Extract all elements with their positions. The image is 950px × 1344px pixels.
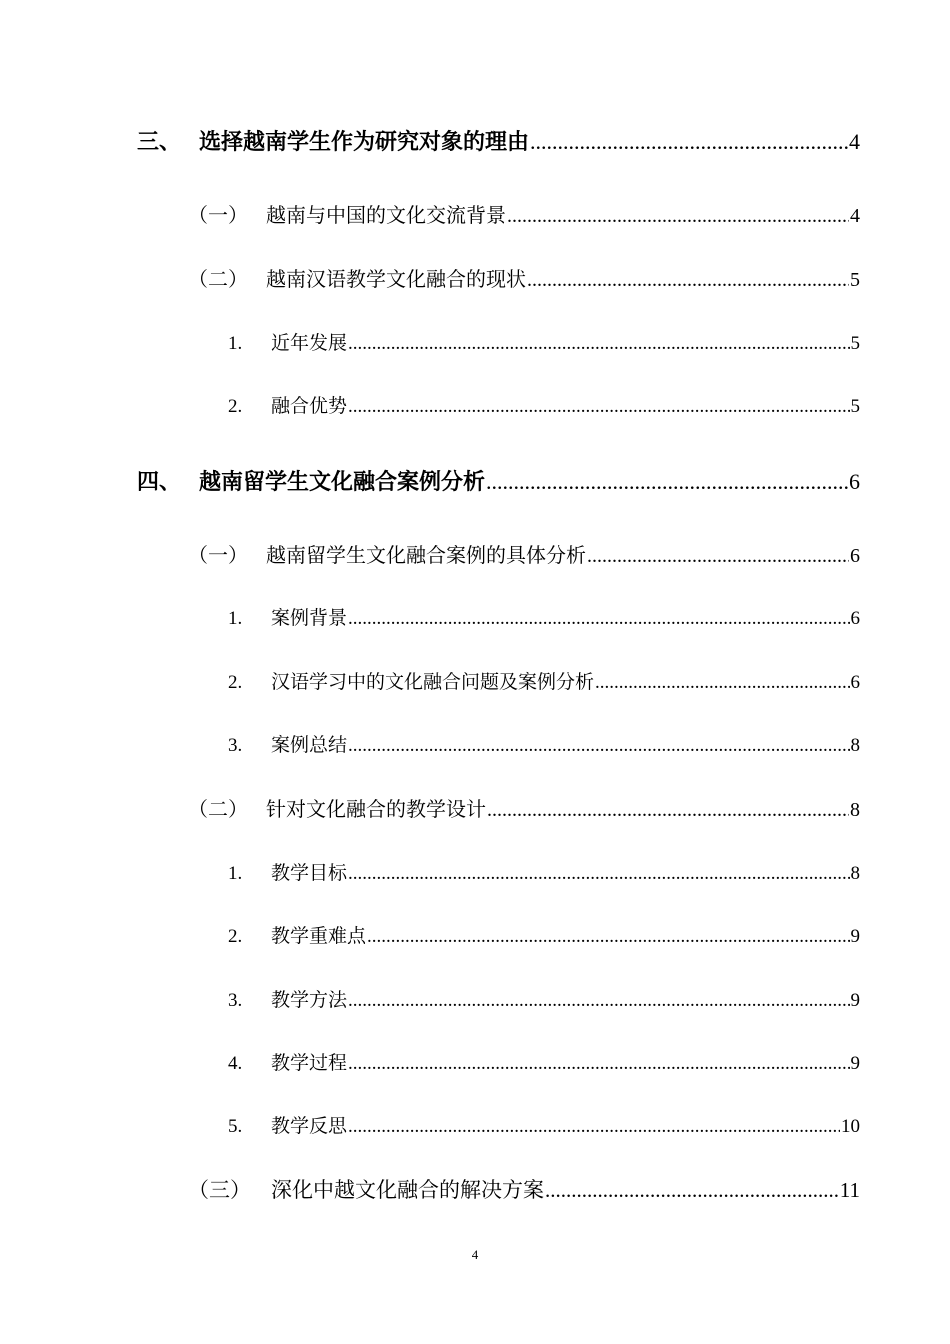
- toc-entry-number: 3.: [228, 990, 243, 1011]
- dot-leader: [348, 333, 849, 355]
- dot-leader: [486, 469, 848, 495]
- dot-leader: [545, 1178, 839, 1203]
- toc-entry-title: 越南留学生文化融合案例分析: [199, 470, 486, 495]
- toc-entry-page: 6: [850, 545, 860, 567]
- toc-entry-title: 教学过程: [271, 1052, 348, 1074]
- toc-entry-page: 9: [850, 1053, 860, 1074]
- toc-entry[interactable]: [228, 1048, 860, 1082]
- dot-leader: [348, 1116, 840, 1138]
- dot-leader: [348, 608, 849, 630]
- toc-entry[interactable]: [228, 328, 860, 362]
- toc-entry[interactable]: [228, 1111, 860, 1145]
- toc-entry-number: 四、: [137, 470, 182, 495]
- toc-entry-number: 5.: [228, 1116, 243, 1137]
- toc-entry-number: 2.: [228, 672, 243, 693]
- toc-entry-page: 6: [850, 672, 860, 693]
- toc-entry-title: 深化中越文化融合的解决方案: [271, 1178, 544, 1202]
- toc-entry-number: （一）: [188, 543, 248, 567]
- toc-entry-page: 6: [849, 469, 860, 494]
- toc-entry-title: 教学重难点: [271, 925, 367, 947]
- toc-entry-number: 2.: [228, 396, 243, 417]
- dot-leader: [348, 863, 849, 885]
- toc-entry-number: （二）: [188, 267, 248, 291]
- toc-entry-title: 越南汉语教学文化融合的现状: [266, 267, 526, 291]
- toc-entry-page: 5: [850, 396, 860, 417]
- dot-leader: [595, 672, 849, 694]
- dot-leader: [348, 735, 849, 757]
- toc-entry-page: 4: [849, 129, 860, 154]
- toc-entry-number: （三）: [188, 1178, 251, 1202]
- toc-entry-number: 1.: [228, 608, 243, 629]
- toc-entry-page: 8: [850, 735, 860, 756]
- dot-leader: [527, 269, 849, 292]
- toc-entry-number: （二）: [188, 797, 248, 821]
- toc-entry-title: 选择越南学生作为研究对象的理由: [199, 130, 530, 155]
- dot-leader: [487, 799, 849, 822]
- toc-entry-page: 5: [850, 333, 860, 354]
- toc-entry-title: 汉语学习中的文化融合问题及案例分析: [271, 671, 595, 693]
- dot-leader: [507, 205, 849, 228]
- toc-entry-number: 1.: [228, 333, 243, 354]
- toc-entry[interactable]: [228, 391, 860, 425]
- toc-entry-number: 2.: [228, 926, 243, 947]
- toc-entry-title: 教学目标: [271, 862, 348, 884]
- toc-entry[interactable]: [137, 125, 860, 159]
- toc-entry-page: 5: [850, 269, 860, 291]
- toc-entry-title: 案例总结: [271, 734, 348, 756]
- dot-leader: [587, 545, 849, 568]
- toc-entry-title: 教学方法: [271, 989, 348, 1011]
- toc-entry[interactable]: [228, 730, 860, 764]
- toc-entry-number: 3.: [228, 735, 243, 756]
- toc-entry-page: 9: [850, 926, 860, 947]
- toc-entry[interactable]: [137, 465, 860, 499]
- toc-entry[interactable]: [188, 1174, 860, 1208]
- toc-entry[interactable]: [188, 539, 860, 573]
- toc-entry-number: 4.: [228, 1053, 243, 1074]
- toc-entry-number: 1.: [228, 863, 243, 884]
- dot-leader: [348, 1053, 849, 1075]
- toc-entry[interactable]: [228, 858, 860, 892]
- toc-entry-page: 8: [850, 799, 860, 821]
- toc-entry-page: 11: [839, 1178, 860, 1202]
- toc-entry-page: 9: [850, 990, 860, 1011]
- toc-entry-title: 越南留学生文化融合案例的具体分析: [266, 543, 586, 567]
- dot-leader: [348, 396, 849, 418]
- toc-entry-number: （一）: [188, 203, 248, 227]
- toc-entry[interactable]: [188, 793, 860, 827]
- toc-entry[interactable]: [188, 263, 860, 297]
- toc-entry-page: 10: [841, 1116, 860, 1137]
- toc-entry-page: 6: [850, 608, 860, 629]
- toc-entry-page: 4: [850, 205, 860, 227]
- toc-entry-title: 教学反思: [271, 1115, 348, 1137]
- dot-leader: [367, 926, 849, 948]
- toc-entry-title: 案例背景: [271, 607, 348, 629]
- toc-entry-number: 三、: [137, 130, 182, 155]
- toc-entry[interactable]: [228, 603, 860, 637]
- page-number: 4: [471, 1247, 479, 1262]
- toc-entry-title: 针对文化融合的教学设计: [266, 797, 486, 821]
- toc-entry[interactable]: [228, 985, 860, 1019]
- toc-entry-page: 8: [850, 863, 860, 884]
- dot-leader: [530, 129, 848, 155]
- dot-leader: [348, 990, 849, 1012]
- toc-entry-title: 越南与中国的文化交流背景: [266, 203, 506, 227]
- toc-entry-title: 融合优势: [271, 395, 348, 417]
- toc-entry[interactable]: [188, 199, 860, 233]
- toc-entry[interactable]: [228, 667, 860, 701]
- toc-entry-title: 近年发展: [271, 332, 348, 354]
- toc-entry[interactable]: [228, 921, 860, 955]
